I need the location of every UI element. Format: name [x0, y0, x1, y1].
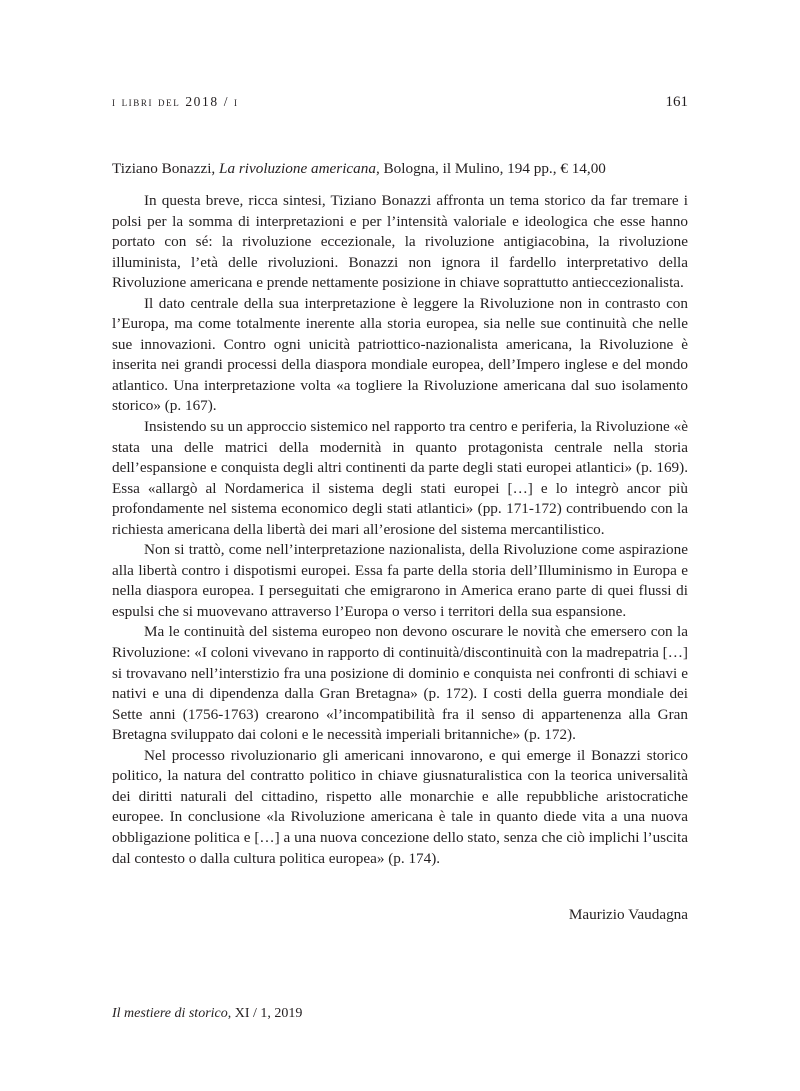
publication-details: , Bologna, il Mulino, 194 pp., € 14,00 — [375, 160, 606, 177]
paragraph: Insistendo su un approccio sistemico nel rapporto tra centro e periferia, la Rivoluzione «è stata una delle matrici della modernità in quanto protagonista centrale nella storia dell’espansione e conquista degli altri continenti da parte degli stati europei atlantici» (p. 169). Essa «allargò al Nordamerica il sistema degli stati europei […] e lo integrò ancor più profondamente nel sistema economico degli stati atlantici» (pp. 171-172) contribuendo con la richiesta americana della libertà dei mari all’erosione del sistema mercantilistico. — [112, 418, 688, 538]
paragraph: Nel processo rivoluzionario gli americani innovarono, e qui emerge il Bonazzi storico politico, la natura del contratto politico in chiave giusnaturalistica con la teorica universalità dei diritti naturali del cittadino, rispetto alle monarchie e alle repubbliche aristocratiche europee. In conclusione «la Rivoluzione americana è tale in quanto diede vita a una nuova obbligazione politica e […] a una nuova concezione dello stato, senza che ciò implichi l’uscita dal contesto o dalla cultura politica europea» (p. 174). — [112, 746, 688, 867]
reviewer-name: Maurizio Vaudagna — [568, 906, 688, 923]
page-number: 161 — [665, 94, 688, 110]
book-title: La rivoluzione americana — [219, 160, 376, 177]
journal-issue: , XI / 1, 2019 — [227, 1006, 303, 1021]
book-author: Tiziano Bonazzi, — [112, 160, 220, 177]
paragraph: Ma le continuità del sistema europeo non devono oscurare le novità che emersero con la Rivoluzione: «I coloni vivevano in rapporto di continuità/discontinuità con la madrepatria […] si trovavano nell’interstizio fra una posizione di dominio e conquista nei confronti di schiavi e nativi e una di dipendenza dalla Gran Bretagna» (p. 172). I costi della guerra mondiale dei Sette anni (1756-1763) crearono «l’incompatibilità fra il senso di appartenenza alla Gran Bretagna sviluppato dai coloni e le necessità imperiali britanniche» (p. 172). — [112, 623, 688, 744]
section-label: i libri del 2018 / i — [112, 94, 239, 109]
running-head — [112, 94, 688, 116]
journal-title: Il mestiere di storico — [112, 1006, 228, 1021]
journal-footer — [112, 1006, 302, 1022]
review-heading — [112, 159, 692, 179]
paragraph: Non si trattò, come nell’interpretazione nazionalista, della Rivoluzione come aspirazione alla libertà contro i dispotismi europei. Essa fa parte della storia dell’Illuminismo in Europa e nella diaspora europea. I perseguitati che emigrarono in America erano parte di quei flussi di espulsi che si muovevano attraverso l’Europa o verso i territori della sua espansione. — [112, 541, 688, 620]
paragraph: In questa breve, ricca sintesi, Tiziano Bonazzi affronta un tema storico da far tremare i polsi per la somma di interpretazioni e per l’intensità valoriale e ideologica che esse hanno portato con sé: la rivoluzione eccezionale, la rivoluzione antigiacobina, la rivoluzione illuminista, l’età delle rivoluzioni. Bonazzi non ignora il fardello interpretativo della Rivoluzione americana e prende nettamente posizione in chiave soprattutto antieccezionalista. — [112, 192, 688, 292]
review-body — [112, 191, 688, 869]
paragraph: Il dato centrale della sua interpretazione è leggere la Rivoluzione non in contrasto con l’Europa, ma come totalmente inerente alla storia europea, sia nelle sue continuità che nelle sue innovazioni. Contro ogni unicità patriottico-nazionalista americana, la Rivoluzione è inserita nei grandi processi della diaspora mondiale europea, dell’Impero inglese e del mondo atlantico. Una interpretazione volta «a togliere la Rivoluzione americana dal suo isolamento storico» (p. 167). — [112, 294, 688, 415]
